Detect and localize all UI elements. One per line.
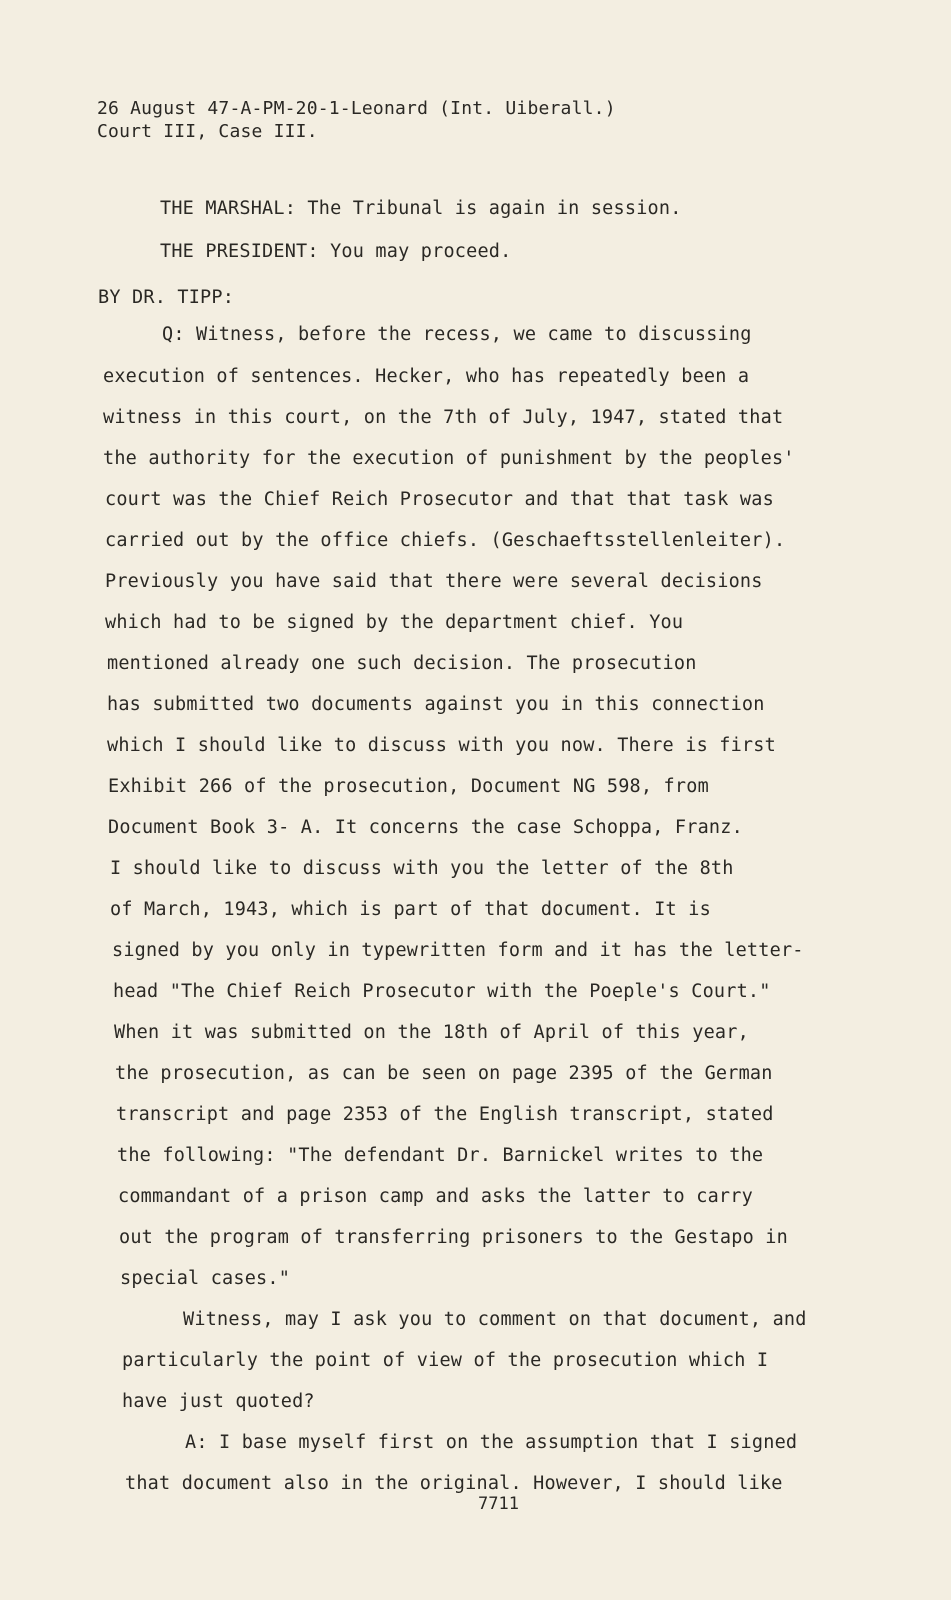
text-line: Witness, may I ask you to comment on that document, and <box>183 1309 807 1330</box>
text-line: Q: Witness, before the recess, we came to discussing <box>162 324 752 345</box>
text-line: THE PRESIDENT: You may proceed. <box>160 241 512 262</box>
text-line: execution of sentences. Hecker, who has repeatedly been a <box>103 366 750 387</box>
text-line: have just quoted? <box>122 1391 315 1412</box>
text-line: has submitted two documents against you in this connection <box>107 694 765 715</box>
text-line: that document also in the original. However, I should like <box>125 1473 783 1494</box>
text-line: witness in this court, on the 7th of July, 1947, stated that <box>103 407 784 428</box>
header-line-court-case: Court III, Case III. <box>97 121 318 142</box>
header-line-date-session: 26 August 47-A-PM-20-1-Leonard (Int. Uiberall.) <box>97 98 616 119</box>
text-line: which I should like to discuss with you now. There is first <box>107 735 776 756</box>
text-line: the following: "The defendant Dr. Barnickel writes to the <box>117 1145 764 1166</box>
text-line: commandant of a prison camp and asks the latter to carry <box>118 1186 753 1207</box>
page-number: 7711 <box>478 1494 519 1514</box>
text-line: of March, 1943, which is part of that document. It is <box>110 899 711 920</box>
text-line: A: I base myself first on the assumption that I signed <box>185 1432 798 1453</box>
text-line: Document Book 3- A. It concerns the case Schoppa, Franz. <box>108 817 743 838</box>
text-line: particularly the point of view of the prosecution which I <box>122 1350 769 1371</box>
text-line: signed by you only in typewritten form and it has the letter- <box>112 940 804 961</box>
text-line: Previously you have said that there were several decisions <box>105 571 763 592</box>
text-line: special cases." <box>120 1268 291 1289</box>
text-line: Exhibit 266 of the prosecution, Document NG 598, from <box>108 776 709 797</box>
text-line: the prosecution, as can be seen on page 2395 of the German <box>115 1063 773 1084</box>
text-line: transcript and page 2353 of the English transcript, stated <box>116 1104 774 1125</box>
text-line: BY DR. TIPP: <box>98 287 235 308</box>
text-line: carried out by the office chiefs. (Geschaeftsstellenleiter). <box>105 530 786 551</box>
text-line: court was the Chief Reich Prosecutor and that that task was <box>105 489 774 510</box>
text-line: mentioned already one such decision. The prosecution <box>107 653 697 674</box>
text-line: the authority for the execution of punishment by the peoples' <box>103 448 795 469</box>
text-line: out the program of transferring prisoners to the Gestapo in <box>119 1227 788 1248</box>
text-line: I should like to discuss with you the letter of the 8th <box>110 858 734 879</box>
text-line: THE MARSHAL: The Tribunal is again in session. <box>160 198 682 219</box>
text-line: head "The Chief Reich Prosecutor with the Poeple's Court." <box>113 981 771 1002</box>
text-line: which had to be signed by the department chief. You <box>105 612 684 633</box>
text-line: When it was submitted on the 18th of April of this year, <box>114 1022 749 1043</box>
